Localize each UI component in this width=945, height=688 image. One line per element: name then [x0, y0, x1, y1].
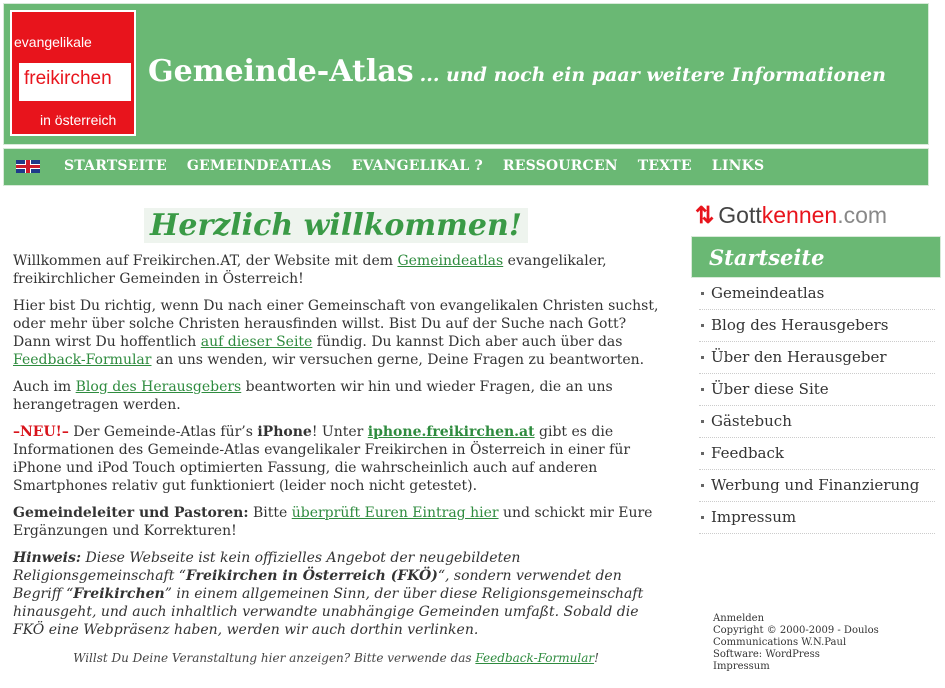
text: gibt es die Informationen des Gemeinde-Atlas evangelikaler Freikirchen in Österreich in einer für iPhone und iPod Touch optimierten Fassung, die wahrscheinlich auch auf anderen Smartphones relativ gut funktioniert (leider noch nicht getestet). [13, 424, 631, 494]
iphone-site-link[interactable]: iphone.freikirchen.at [367, 424, 535, 440]
site-tagline: ... und noch ein paar weitere Informationen [419, 64, 886, 86]
intro-paragraph [13, 252, 659, 288]
site-logo[interactable] [10, 10, 136, 136]
site-title[interactable] [148, 54, 886, 89]
nav-startseite[interactable]: STARTSEITE [64, 158, 167, 174]
text: “, sondern verwendet den Begriff “ [13, 568, 622, 602]
logo-line-1: evangelikale [14, 34, 92, 50]
software-text: Software: WordPress [713, 649, 820, 660]
blog-link[interactable]: Blog des Herausgebers [75, 379, 242, 395]
text: Willkommen auf Freikirchen.AT, der Website mit dem [13, 253, 398, 269]
nav-ressourcen[interactable]: RESSOURCEN [502, 158, 618, 174]
nav-texte[interactable]: TEXTE [637, 158, 692, 174]
main-content [13, 200, 659, 665]
hint-label: Hinweis: [13, 550, 82, 566]
text: Willst Du Deine Veranstaltung hier anzeigen? Bitte verwende das [73, 651, 476, 665]
pastors-paragraph [13, 504, 659, 540]
text: Der Gemeinde-Atlas für’s [68, 424, 258, 440]
sidebar-item-blog[interactable]: Blog des Herausgebers [699, 310, 935, 342]
blog-paragraph [13, 378, 659, 414]
gottkennen-banner[interactable] [695, 202, 887, 229]
site-header [0, 0, 945, 148]
gemeindeatlas-link[interactable]: Gemeindeatlas [397, 253, 504, 269]
nav-items [16, 158, 784, 174]
sidebar-item-advertising[interactable]: Werbung und Finanzierung [699, 470, 935, 502]
impressum-link[interactable]: Impressum [713, 661, 770, 672]
text: Auch im [13, 379, 76, 395]
iphone-paragraph [13, 423, 659, 495]
auf-dieser-seite-link[interactable]: auf dieser Seite [200, 334, 313, 350]
sidebar-meta [713, 613, 879, 673]
welcome-heading: Herzlich willkommen! [144, 208, 528, 243]
fko-name: Freikirchen in Österreich (FKÖ) [185, 568, 438, 584]
iphone-label: iPhone [257, 424, 312, 440]
sidebar-item-guestbook[interactable]: Gästebuch [699, 406, 935, 438]
nav-gemeindeatlas[interactable]: GEMEINDEATLAS [186, 158, 332, 174]
text: Hier bist Du richtig, wenn Du nach einer Gemeinschaft von evangelikalen Christen suchst, oder mehr über solche Christen herausfinden willst. Bist Du auf der Suche nach Gott? Dann wirst Du hoffentlich [13, 298, 659, 350]
gottkennen-logo-icon: ⇅ [695, 202, 715, 228]
copyright-text: Copyright © 2000-2009 - Doulos [713, 625, 879, 636]
search-paragraph [13, 297, 659, 369]
login-link[interactable]: Anmelden [713, 613, 765, 624]
text: beantworten wir hin und wieder Fragen, die an uns herangetragen werden. [13, 379, 613, 413]
text: und schickt mir Eure Ergänzungen und Korrekturen! [13, 505, 653, 539]
sidebar-item-about-publisher[interactable]: Über den Herausgeber [699, 342, 935, 374]
main-nav [3, 148, 929, 186]
feedback-form-link[interactable]: Feedback-Formular [13, 352, 152, 368]
site-title-text: Gemeinde-Atlas [148, 54, 414, 89]
hint-paragraph [13, 549, 659, 639]
sidebar-heading-text: Startseite [709, 245, 825, 270]
banner-part: Gott [718, 202, 762, 228]
logo-line-2: freikirchen [24, 68, 112, 89]
sidebar-item-about-site[interactable]: Über diese Site [699, 374, 935, 406]
copyright-text-2: Communications W.N.Paul [713, 637, 847, 648]
nav-links[interactable]: LINKS [711, 158, 765, 174]
sidebar-menu [699, 278, 935, 534]
logo-line-3: in österreich [40, 112, 117, 128]
banner-part: .com [837, 202, 888, 228]
check-entry-link[interactable]: überprüft Euren Eintrag hier [291, 505, 499, 521]
text: Bitte [248, 505, 292, 521]
nav-evangelikal[interactable]: EVANGELIKAL ? [351, 158, 483, 174]
text: Diese Webseite ist kein offizielles Angebot der neugebildeten Religionsgemeinschaft “ [13, 550, 521, 584]
pastors-label: Gemeindeleiter und Pastoren: [13, 505, 249, 521]
sidebar-heading [691, 236, 941, 278]
uk-flag-icon[interactable] [16, 160, 40, 173]
text: ! Unter [311, 424, 368, 440]
feedback-form-link-2[interactable]: Feedback-Formular [475, 651, 595, 665]
sidebar-item-gemeindeatlas[interactable]: Gemeindeatlas [699, 278, 935, 310]
new-badge: –NEU!– [13, 424, 69, 440]
text: an uns wenden, wir versuchen gerne, Deine Fragen zu beantworten. [151, 352, 645, 368]
sidebar-item-feedback[interactable]: Feedback [699, 438, 935, 470]
sidebar-item-impressum[interactable]: Impressum [699, 502, 935, 534]
text: evangelikaler, freikirchlicher Gemeinden in Österreich! [13, 253, 607, 287]
text: ” in einem allgemeinen Sinn, der über diese Religionsgemeinschaft hinausgeht, und auch inhaltlich verwandte unabhängige Gemeinden umfaßt. Sobald die FKÖ eine Webpräsenz haben, werden wir auch dorthin verlinken. [13, 586, 644, 638]
text: ! [594, 651, 599, 665]
freikirchen-term: Freikirchen [73, 586, 165, 602]
event-note [13, 651, 659, 665]
banner-part: kennen [761, 202, 838, 228]
text: fündig. Du kannst Dich aber auch über das [312, 334, 623, 350]
